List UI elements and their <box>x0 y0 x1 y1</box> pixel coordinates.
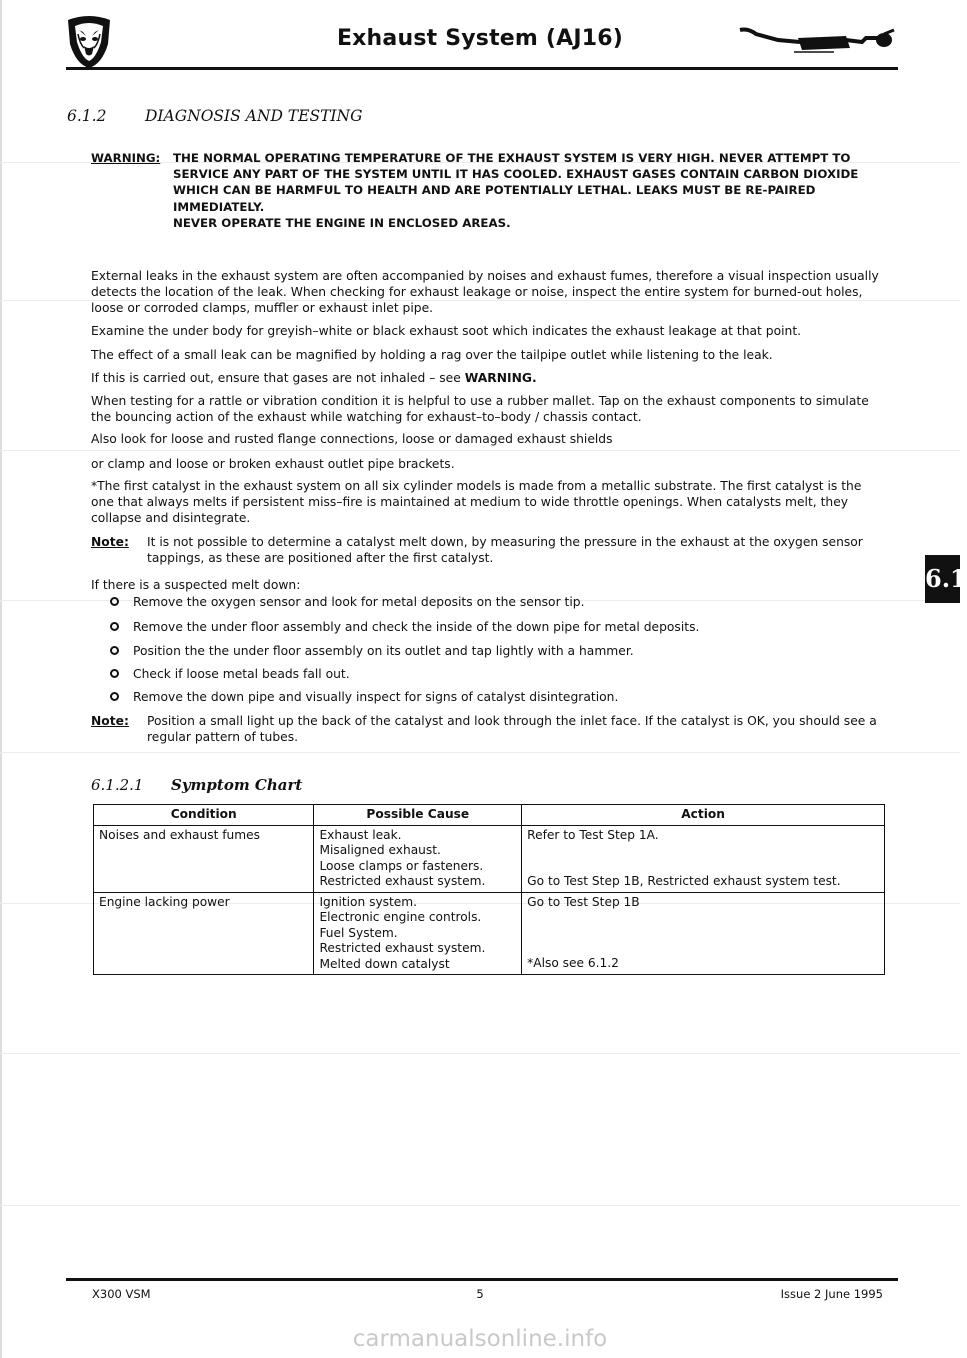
note-light-inspection <box>91 713 887 745</box>
header-rule <box>66 67 898 70</box>
condition-cell: Engine lacking power <box>94 892 314 975</box>
table-row <box>94 825 885 892</box>
cause-item: Fuel System. <box>319 925 398 940</box>
cause-cell <box>314 825 522 892</box>
note-label: Note: <box>91 714 129 728</box>
list-item <box>110 643 634 659</box>
action-item: *Also see 6.1.2 <box>527 956 619 970</box>
paragraph-suspected-melt: If there is a suspected melt down: <box>91 578 301 592</box>
footer-rule <box>66 1278 898 1281</box>
paragraph-inhaled <box>91 370 887 386</box>
symptom-chart-table <box>93 804 885 975</box>
cause-item: Restricted exhaust system. <box>319 874 486 888</box>
note-label: Note: <box>91 535 129 549</box>
list-item-text: Remove the under floor assembly and check the inside of the down pipe for metal deposits. <box>133 620 700 634</box>
list-item-text: Remove the oxygen sensor and look for metal deposits on the sensor tip. <box>133 595 585 609</box>
footer-manual-code: X300 VSM <box>92 1287 151 1301</box>
column-header-action: Action <box>522 805 885 826</box>
warning-label: WARNING: <box>91 151 161 165</box>
watermark-text: carmanualsonline.info <box>352 1326 608 1352</box>
cause-cell <box>314 892 522 975</box>
scan-line <box>0 1053 960 1054</box>
list-item-text: Remove the down pipe and visually inspect for signs of catalyst disintegration. <box>133 690 619 704</box>
action-cell <box>522 892 885 975</box>
section-number: 6.1.2 <box>67 107 107 125</box>
warning-block <box>91 150 891 231</box>
scan-line <box>0 1205 960 1206</box>
bullet-icon <box>110 597 119 606</box>
paragraph-external-leaks: External leaks in the exhaust system are often accompanied by noises and exhaust fumes, therefore a visual inspection usually detects the location of the leak. When checking for exhaust leakage or noise, inspect the entire system for burned-out holes, loose or corroded clamps, muffler or exhaust inlet pipe. <box>91 269 879 316</box>
cause-item: Exhaust leak. <box>319 827 402 842</box>
action-cell <box>522 825 885 892</box>
cause-item: Restricted exhaust system. <box>319 941 486 955</box>
note-text: Position a small light up the back of the catalyst and look through the inlet face. If the catalyst is OK, you should see a regular pattern of tubes. <box>147 714 877 745</box>
action-item: Go to Test Step 1B, Restricted exhaust system test. <box>527 874 841 888</box>
action-item: Go to Test Step 1B <box>527 894 640 909</box>
paragraph-rattle: When testing for a rattle or vibration condition it is helpful to use a rubber mallet. Tap on the exhaust components to simulate the bouncing action of the exhaust while watching for exhaust–to–body / chassis contact. <box>91 394 869 425</box>
column-header-condition: Condition <box>94 805 314 826</box>
list-item <box>110 689 618 705</box>
paragraph-inhaled-text: If this is carried out, ensure that gases are not inhaled – see <box>91 371 465 385</box>
page-number: 5 <box>476 1287 484 1301</box>
column-header-cause: Possible Cause <box>314 805 522 826</box>
cause-item: Electronic engine controls. <box>319 910 482 924</box>
bullet-icon <box>110 646 119 655</box>
subsection-number: 6.1.2.1 <box>91 776 144 794</box>
paragraph-flange: Also look for loose and rusted flange connections, loose or damaged exhaust shields <box>91 432 613 446</box>
bullet-icon <box>110 692 119 701</box>
list-item-text: Position the the under floor assembly on its outlet and tap lightly with a hammer. <box>133 644 634 658</box>
cause-item: Loose clamps or fasteners. <box>319 858 484 873</box>
action-item: Refer to Test Step 1A. <box>527 827 659 842</box>
scan-line <box>0 450 960 451</box>
warning-text: THE NORMAL OPERATING TEMPERATURE OF THE EXHAUST SYSTEM IS VERY HIGH. NEVER ATTEMPT TO SERVICE ANY PART OF THE SYSTEM UNTIL IT HAS COOLED. EXHAUST GASES CONTAIN CARBON DIOXIDE WHICH CAN BE HARMFUL TO HEALTH AND ARE POTENTIALLY LETHAL. LEAKS MUST BE RE-PAIRED IMMEDIATELY. <box>173 151 859 214</box>
cause-item: Ignition system. <box>319 894 418 909</box>
warning-reference: WARNING. <box>464 371 537 385</box>
bullet-icon <box>110 622 119 631</box>
list-item-text: Check if loose metal beads fall out. <box>133 667 350 681</box>
paragraph-catalyst: *The first catalyst in the exhaust system on all six cylinder models is made from a metallic substrate. The first catalyst is the one that always melts if persistent miss–fire is maintained at medium to wide throttle openings. When catalysts melt, they collapse and disintegrate. <box>91 479 862 526</box>
bullet-icon <box>110 669 119 678</box>
note-text: It is not possible to determine a catalyst melt down, by measuring the pressure in the exhaust at the oxygen sensor tappings, as these are positioned after the first catalyst. <box>147 535 863 566</box>
list-item <box>110 619 699 635</box>
table-header-row <box>94 805 885 826</box>
footer-issue-date: Issue 2 June 1995 <box>780 1287 883 1301</box>
section-title: DIAGNOSIS AND TESTING <box>145 107 363 125</box>
section-tab: 6.1 <box>925 555 960 603</box>
warning-text-2: NEVER OPERATE THE ENGINE IN ENCLOSED AREAS. <box>173 215 511 230</box>
section-heading <box>67 107 362 125</box>
paragraph-clamp: or clamp and loose or broken exhaust outlet pipe brackets. <box>91 457 455 471</box>
subsection-title: Symptom Chart <box>171 776 303 794</box>
page-title: Exhaust System (AJ16) <box>336 26 624 51</box>
table-row <box>94 892 885 975</box>
exhaust-pipe-icon <box>738 24 898 58</box>
list-item <box>110 666 350 682</box>
subsection-heading <box>91 776 302 794</box>
condition-cell: Noises and exhaust fumes <box>94 825 314 892</box>
cause-item: Melted down catalyst <box>319 956 450 971</box>
scan-line <box>0 752 960 753</box>
paragraph-small-leak: The effect of a small leak can be magnified by holding a rag over the tailpipe outlet while listening to the leak. <box>91 348 773 362</box>
list-item <box>110 594 585 610</box>
paragraph-under-body: Examine the under body for greyish–white or black exhaust soot which indicates the exhaust leakage at that point. <box>91 324 802 338</box>
page-edge <box>0 0 2 1358</box>
note-melt-down <box>91 534 887 566</box>
cause-item: Misaligned exhaust. <box>319 843 441 857</box>
